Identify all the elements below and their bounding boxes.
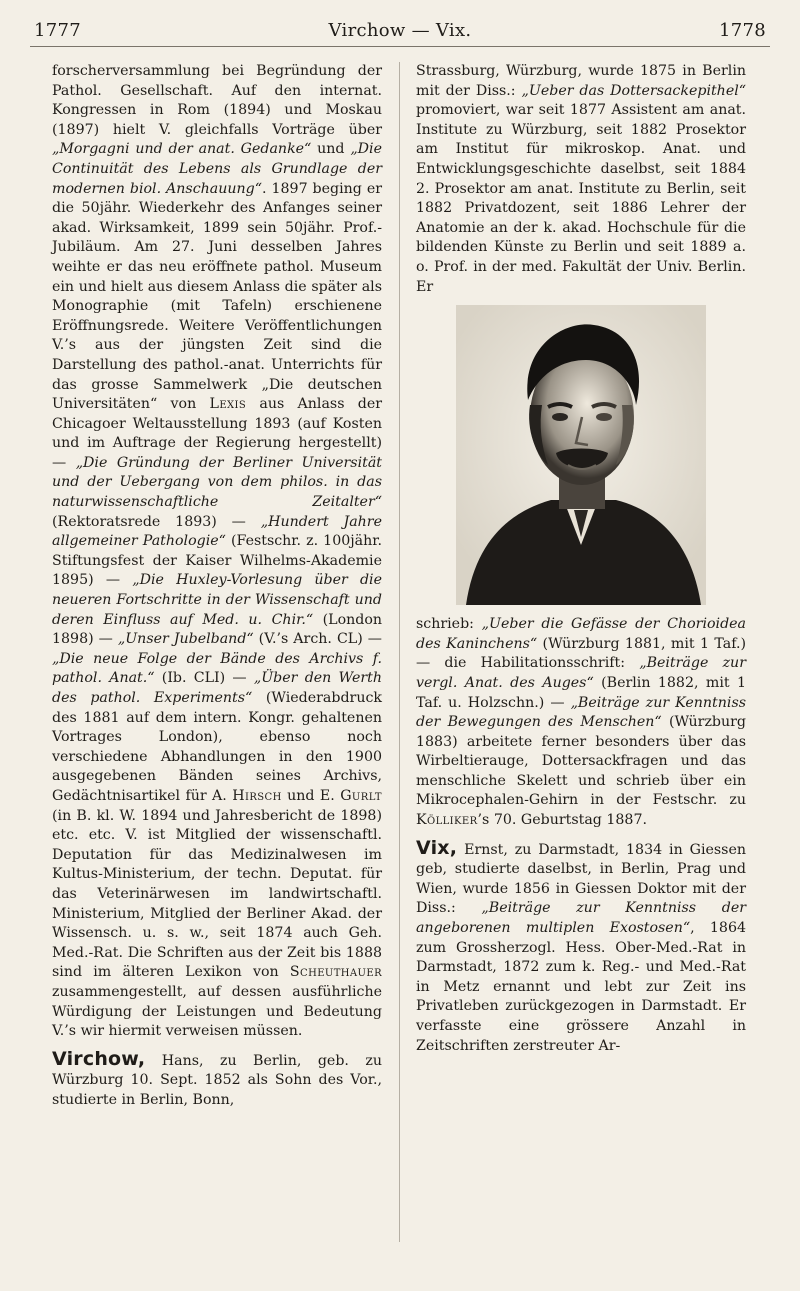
- text-run: „Die Huxley-Vorlesung über die neueren Fortschritte in der Wissenschaft und deren Einfluss auf Med. u. Chir.“: [52, 572, 382, 628]
- text-run: (Festschr. z. 100jähr. Stiftungsfest der Kaiser Wilhelms-Akademie 1895) —: [52, 533, 382, 589]
- text-run: „Beiträge zur Kenntniss der Bewegungen des Menschen“: [416, 694, 746, 731]
- person-lexis: Lexis: [209, 396, 247, 413]
- text-run: „Ueber das Dottersackepithel“: [521, 82, 747, 99]
- person-hirsch: Hirsch: [232, 787, 282, 804]
- text-run: „Hundert Jahre allgemeiner Pathologie“: [52, 513, 382, 550]
- text-run: , 1864 zum Grossherzogl. Hess. Ober-Med.-Rat in Darmstadt, 1872 zum k. Reg.- und Med.-Rat in Metz ernannt und lebt zur Zeit ins Privatleben zurückgezogen in Darmstadt. Er verfasste eine grössere Anzahl in Zeitschriften zerstreuter Ar-: [416, 920, 746, 1054]
- text-run: (Berlin 1882, mit 1 Taf. u. Holzschn.) —: [416, 674, 746, 711]
- text-run: . 1897 beging er die 50jähr. Wiederkehr des Anfanges seiner akad. Wirksamkeit, 1899 sein 50jähr. Prof.-Jubiläum. Am 27. Juni desselben Jahres weihte er das neu eröffnete pathol. Museum ein und hielt aus diesem Anlass die später als Monographie (mit Tafeln) erschienene Eröffnungsrede. Weitere Veröffentlichungen V.’s aus der jüngsten Zeit sind die Darstellung des pathol.-anat. Unterrichts für das grosse Sammelwerk „Die deutschen Universitäten“ von: [52, 180, 383, 413]
- running-head: [30, 16, 770, 47]
- text-run: (Wiederabdruck des 1881 auf dem intern. Kongr. gehaltenen Vortrages London), ebenso noch verschiedene Abhandlungen in den 1900 ausgegebenen Bänden seines Archivs, Gedächtnisartikel für A.: [52, 690, 383, 804]
- entry-headword: Vix,: [416, 836, 458, 859]
- text-run: „Über den Werth des pathol. Experiments“: [52, 670, 382, 706]
- text-run: „Ueber die Gefässe der Chorioidea des Kaninchens“: [416, 616, 747, 652]
- column-divider: [399, 62, 400, 1242]
- text-run: ’s 70. Geburtstag 1887.: [477, 812, 647, 829]
- text-run: (in B. kl. W. 1894 und Jahresbericht de 1898) etc. etc. V. ist Mitglied der wissenschaftl. Deputation für das Medizinalwesen im Kultus-Ministerium, der techn. Deputat. für das Veterinärwesen im landwirtschaftl. Ministerium, Mitglied der Berliner Akad. der Wissensch. u. s. w., seit 1874 auch Geh. Med.-Rat. Die Schriften aus der Zeit bis 1888 sind im älteren Lexikon von: [52, 807, 382, 981]
- text-run: (Ib. CLI) —: [154, 670, 254, 687]
- page-number-left: 1777: [34, 20, 82, 41]
- text-run: (V.’s Arch. CL) —: [253, 631, 382, 648]
- entry-headword: Virchow,: [52, 1047, 146, 1070]
- text-run: (Rektoratsrede 1893) —: [52, 513, 261, 530]
- text-run: (Würzburg 1881, mit 1 Taf.) — die Habilitationsschrift:: [416, 635, 746, 672]
- text-run: „Die neue Folge der Bände des Archivs f. pathol. Anat.“: [52, 650, 382, 687]
- text-run: (London 1898) —: [52, 611, 383, 648]
- entry-virchow-hans: [52, 1047, 382, 1111]
- page-number-right: 1778: [718, 20, 766, 41]
- text-run: zusammengestellt, auf dessen ausführliche Würdigung der Leistungen und Bedeutung V.’s wir hiermit verweisen müssen.: [52, 983, 382, 1040]
- entry-vix-ernst: [416, 836, 746, 1057]
- text-run: „Morgagni und der anat. Gedanke“: [52, 141, 312, 158]
- text-run: „Beiträge zur Kenntniss der angeborenen multiplen Exostosen“: [416, 900, 746, 937]
- text-run: forscherversammlung bei Begründung der Pathol. Gesellschaft. Auf den internat. Kongressen in Rom (1894) und Moskau (1897) hielt V. gleichfalls Vorträge über: [52, 63, 382, 138]
- text-run: (Würzburg 1883) arbeitete ferner besonders über das Wirbeltierauge, Dottersackfragen und das menschliche Skelett und schrieb über ein Mikrocephalen-Gehirn in der Festschr. zu: [416, 714, 746, 809]
- text-run: Hans, zu Berlin, geb. zu Würzburg 10. Sept. 1852 als Sohn des Vor., studierte in Berlin, Bonn,: [52, 1052, 382, 1108]
- running-title: Virchow — Vix.: [328, 20, 472, 41]
- portrait-image: [456, 305, 706, 605]
- text-run: „Unser Jubelband“: [117, 631, 254, 648]
- text-run: schrieb:: [416, 616, 482, 633]
- right-column: [416, 62, 746, 1056]
- person-koelliker: Kölliker: [416, 812, 478, 829]
- text-run: promoviert, war seit 1877 Assistent am anat. Institute zu Würzburg, seit 1882 Prosektor am Institut für mikroskop. Anat. und Entwicklungsgeschichte daselbst, seit 1884 2. Prosektor am anat. Institute zu Berlin, seit 1882 Privatdozent, seit 1886 Lehrer der Anatomie an der k. akad. Hochschule für die bildenden Künste zu Berlin und seit 1889 a. o. Prof. in der med. Fakultät der Univ. Berlin. Er: [416, 102, 746, 295]
- text-run: „Die Continuität des Lebens als Grundlage der modernen biol. Anschauung“: [52, 141, 382, 197]
- left-column: [52, 62, 382, 1110]
- virchow-rudolf-paragraph: [52, 62, 382, 1042]
- text-run: und: [311, 141, 351, 158]
- text-run: Ernst, zu Darmstadt, 1834 in Giessen geb, studierte daselbst, in Berlin, Prag und Wien, wurde 1856 in Giessen Doktor mit der Diss.:: [416, 841, 746, 917]
- text-run: aus Anlass der Chicagoer Weltausstellung 1893 (auf Kosten und im Auftrage der Regierung hergestellt) —: [52, 396, 382, 471]
- virchow-hans-continued: [416, 62, 746, 297]
- text-run: „Beiträge zur vergl. Anat. des Auges“: [416, 655, 746, 691]
- person-gurlt: Gurlt: [340, 787, 382, 804]
- text-run: „Die Gründung der Berliner Universität und der Uebergang von dem philos. in das naturwissenschaftliche Zeitalter“: [52, 454, 382, 511]
- virchow-hans-writings: [416, 615, 746, 831]
- text-run: und E.: [281, 787, 341, 804]
- text-run: Strassburg, Würzburg, wurde 1875 in Berlin mit der Diss.:: [416, 63, 746, 99]
- person-scheuthauer: Scheuthauer: [289, 964, 382, 981]
